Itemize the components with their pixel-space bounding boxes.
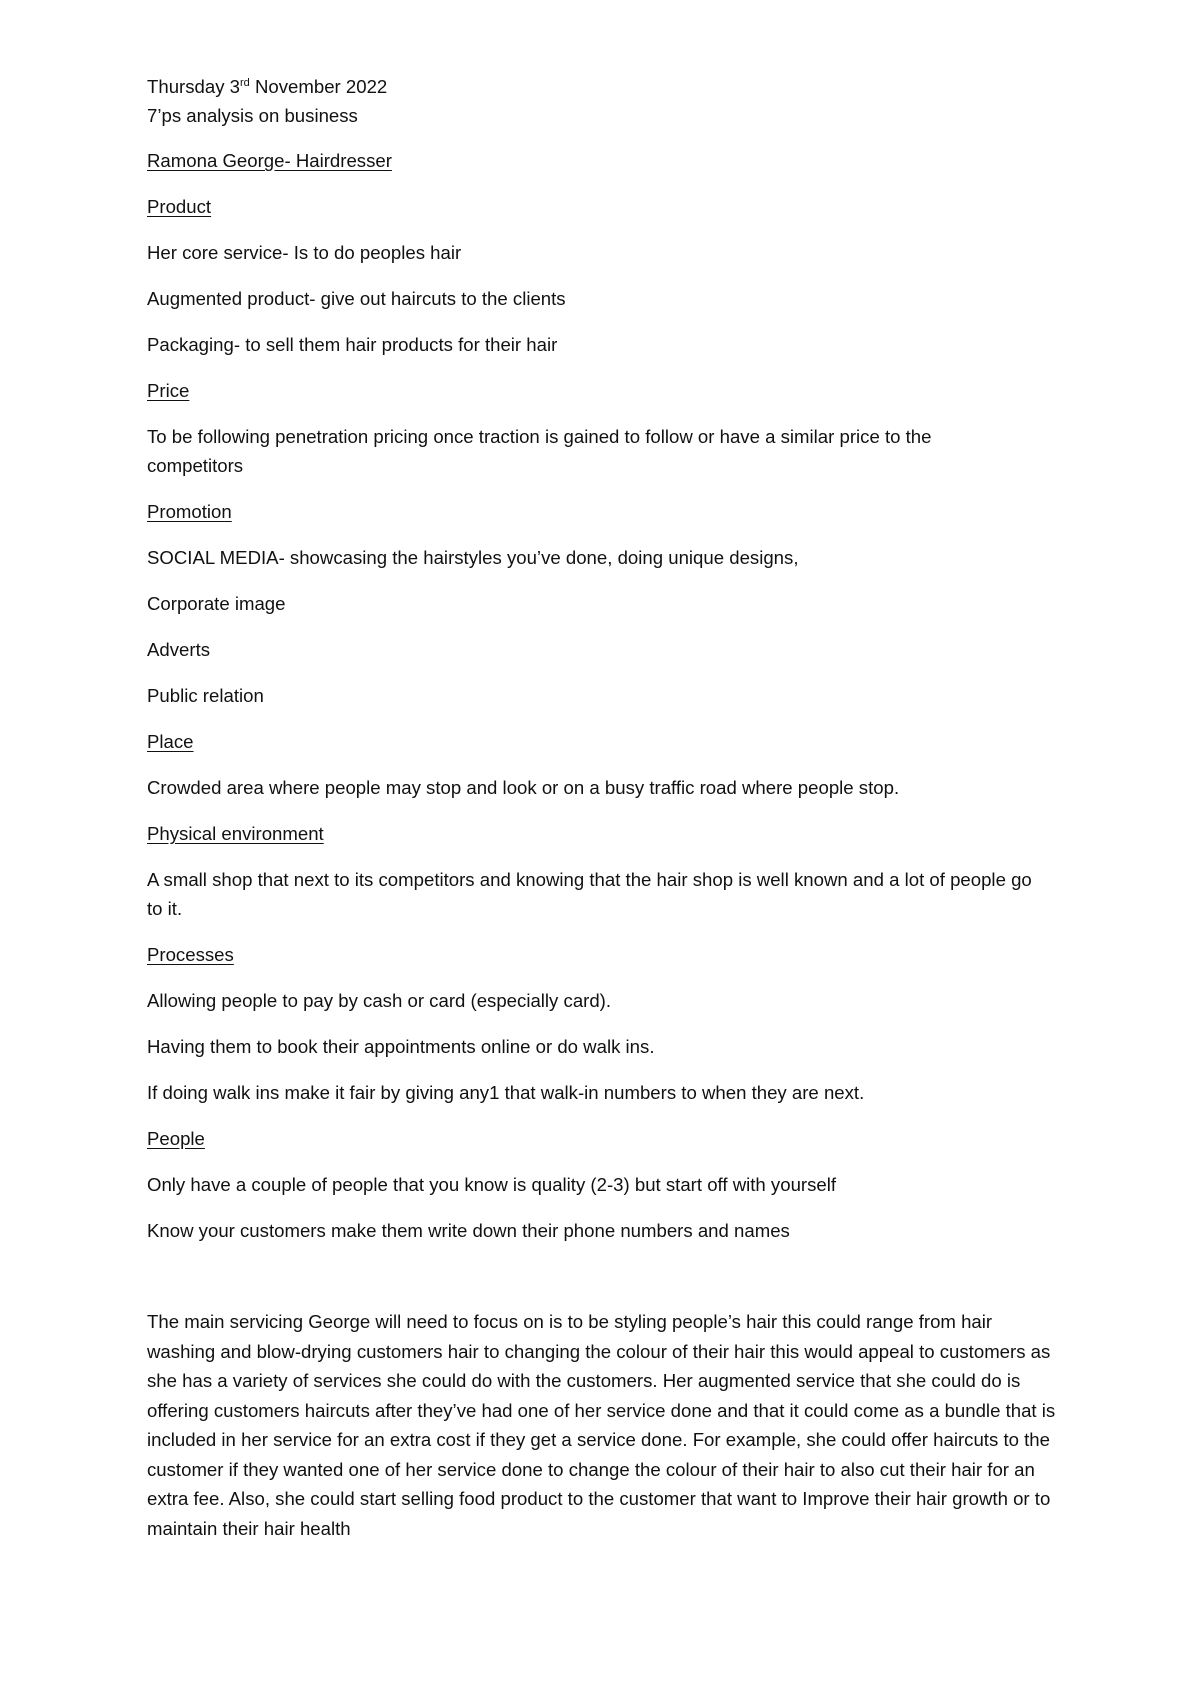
heading-processes: Processes (147, 944, 234, 965)
date-rest: November 2022 (249, 76, 388, 97)
heading-place: Place (147, 731, 194, 752)
people-item: Only have a couple of people that you know is quality (2-3) but start off with yourself (147, 1174, 837, 1195)
heading-people: People (147, 1128, 205, 1149)
document-subtitle: 7’ps analysis on business (147, 105, 358, 126)
product-item: Augmented product- give out haircuts to the clients (147, 288, 566, 309)
physical-environment-item: A small shop that next to its competitors and knowing that the hair shop is well known and a lot of people go to it. (147, 869, 1032, 919)
processes-item: If doing walk ins make it fair by giving any1 that walk-in numbers to when they are next. (147, 1082, 865, 1103)
heading-promotion: Promotion (147, 501, 232, 522)
heading-product: Product (147, 196, 212, 217)
document-title: Ramona George- Hairdresser (147, 150, 392, 171)
promotion-item: Public relation (147, 685, 264, 706)
promotion-item: Adverts (147, 639, 211, 660)
heading-price: Price (147, 380, 190, 401)
promotion-item: Corporate image (147, 593, 286, 614)
date-line (147, 72, 1077, 101)
place-item: Crowded area where people may stop and look or on a busy traffic road where people stop. (147, 777, 900, 798)
processes-item: Having them to book their appointments online or do walk ins. (147, 1036, 655, 1057)
date-prefix: Thursday 3 (147, 76, 241, 97)
product-item: Her core service- Is to do peoples hair (147, 242, 462, 263)
date-ordinal: rd (240, 76, 250, 89)
processes-item: Allowing people to pay by cash or card (especially card). (147, 990, 612, 1011)
promotion-item: SOCIAL MEDIA- showcasing the hairstyles you’ve done, doing unique designs, (147, 547, 799, 568)
product-item: Packaging- to sell them hair products for their hair (147, 334, 558, 355)
essay-paragraph: The main servicing George will need to focus on is to be styling people’s hair this could range from hair washing and blow-drying customers hair to changing the colour of their hair this would appeal to customers as she has a variety of services she could do with the customers. Her augmented service that she could do is offering customers haircuts after they’ve had one of her service done and that it could come as a bundle that is included in her service for an extra cost if they get a service done. For example, she could offer haircuts to the customer if they wanted one of her service done to change the colour of their hair to also cut their hair for an extra fee. Also, she could start selling food product to the customer that want to Improve their hair growth or to maintain their hair health (147, 1311, 1056, 1539)
heading-physical-environment: Physical environment (147, 823, 324, 844)
people-item: Know your customers make them write down their phone numbers and names (147, 1220, 790, 1241)
document-body (147, 72, 1077, 1543)
price-item: To be following penetration pricing once traction is gained to follow or have a similar price to the competitors (147, 426, 932, 476)
